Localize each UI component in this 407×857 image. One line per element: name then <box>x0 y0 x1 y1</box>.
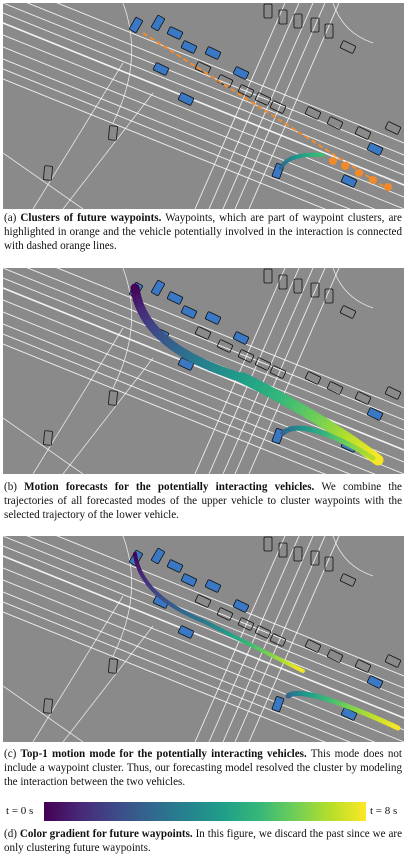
caption-title: Motion forecasts for the potentially interacting vehicles. <box>24 481 315 493</box>
cluster-waypoint <box>355 169 363 177</box>
caption-title: Clusters of future waypoints. <box>20 212 162 224</box>
cluster-waypoint <box>329 157 337 165</box>
map-scene-a <box>3 3 404 209</box>
cluster-waypoint <box>341 162 349 170</box>
scene-panel-c <box>3 536 404 742</box>
trajectory-segment <box>375 458 378 460</box>
caption-title: Top-1 motion mode for the potentially interacting vehicles. <box>20 748 307 760</box>
caption-text: This mode does not include a waypoint cluster. Thus, our forecasting model resolved the cluster by modeling the interaction between the two vehicles. <box>4 748 403 788</box>
trajectory-segment <box>301 670 304 671</box>
map-scene-b <box>3 268 404 474</box>
caption-text: Waypoints, which are part of waypoint clusters, are highlighted in orange and the vehicle potentially involved in the interaction is connected with dashed orange lines. <box>4 212 402 252</box>
viridis-gradient-bar <box>44 802 366 821</box>
caption-d <box>4 828 402 856</box>
map-scene-c <box>3 536 404 742</box>
caption-title: Color gradient for future waypoints. <box>19 828 193 840</box>
caption-a <box>4 212 402 253</box>
caption-label: (c) <box>4 748 17 760</box>
gradient-end-label: t = 8 s <box>370 805 398 817</box>
caption-text: We combine the trajectories of all forecasted modes of the upper vehicle to cluster waypoints with the selected trajectory of the lower vehicle. <box>4 481 402 521</box>
scene-panel-b <box>3 268 404 474</box>
trajectory-segment <box>370 456 373 458</box>
gradient-start-label: t = 0 s <box>6 805 34 817</box>
caption-c <box>4 748 402 789</box>
caption-label: (b) <box>4 481 17 493</box>
cluster-waypoint <box>384 183 392 191</box>
scene-panel-a <box>3 3 404 209</box>
caption-b <box>4 481 402 522</box>
cluster-waypoint <box>369 176 377 184</box>
caption-label: (a) <box>4 212 17 224</box>
caption-label: (d) <box>4 828 17 840</box>
color-gradient-legend <box>4 801 402 823</box>
trajectory-segment <box>393 726 398 728</box>
caption-text: In this figure, we discard the past since we are only clustering future waypoints. <box>4 828 402 854</box>
